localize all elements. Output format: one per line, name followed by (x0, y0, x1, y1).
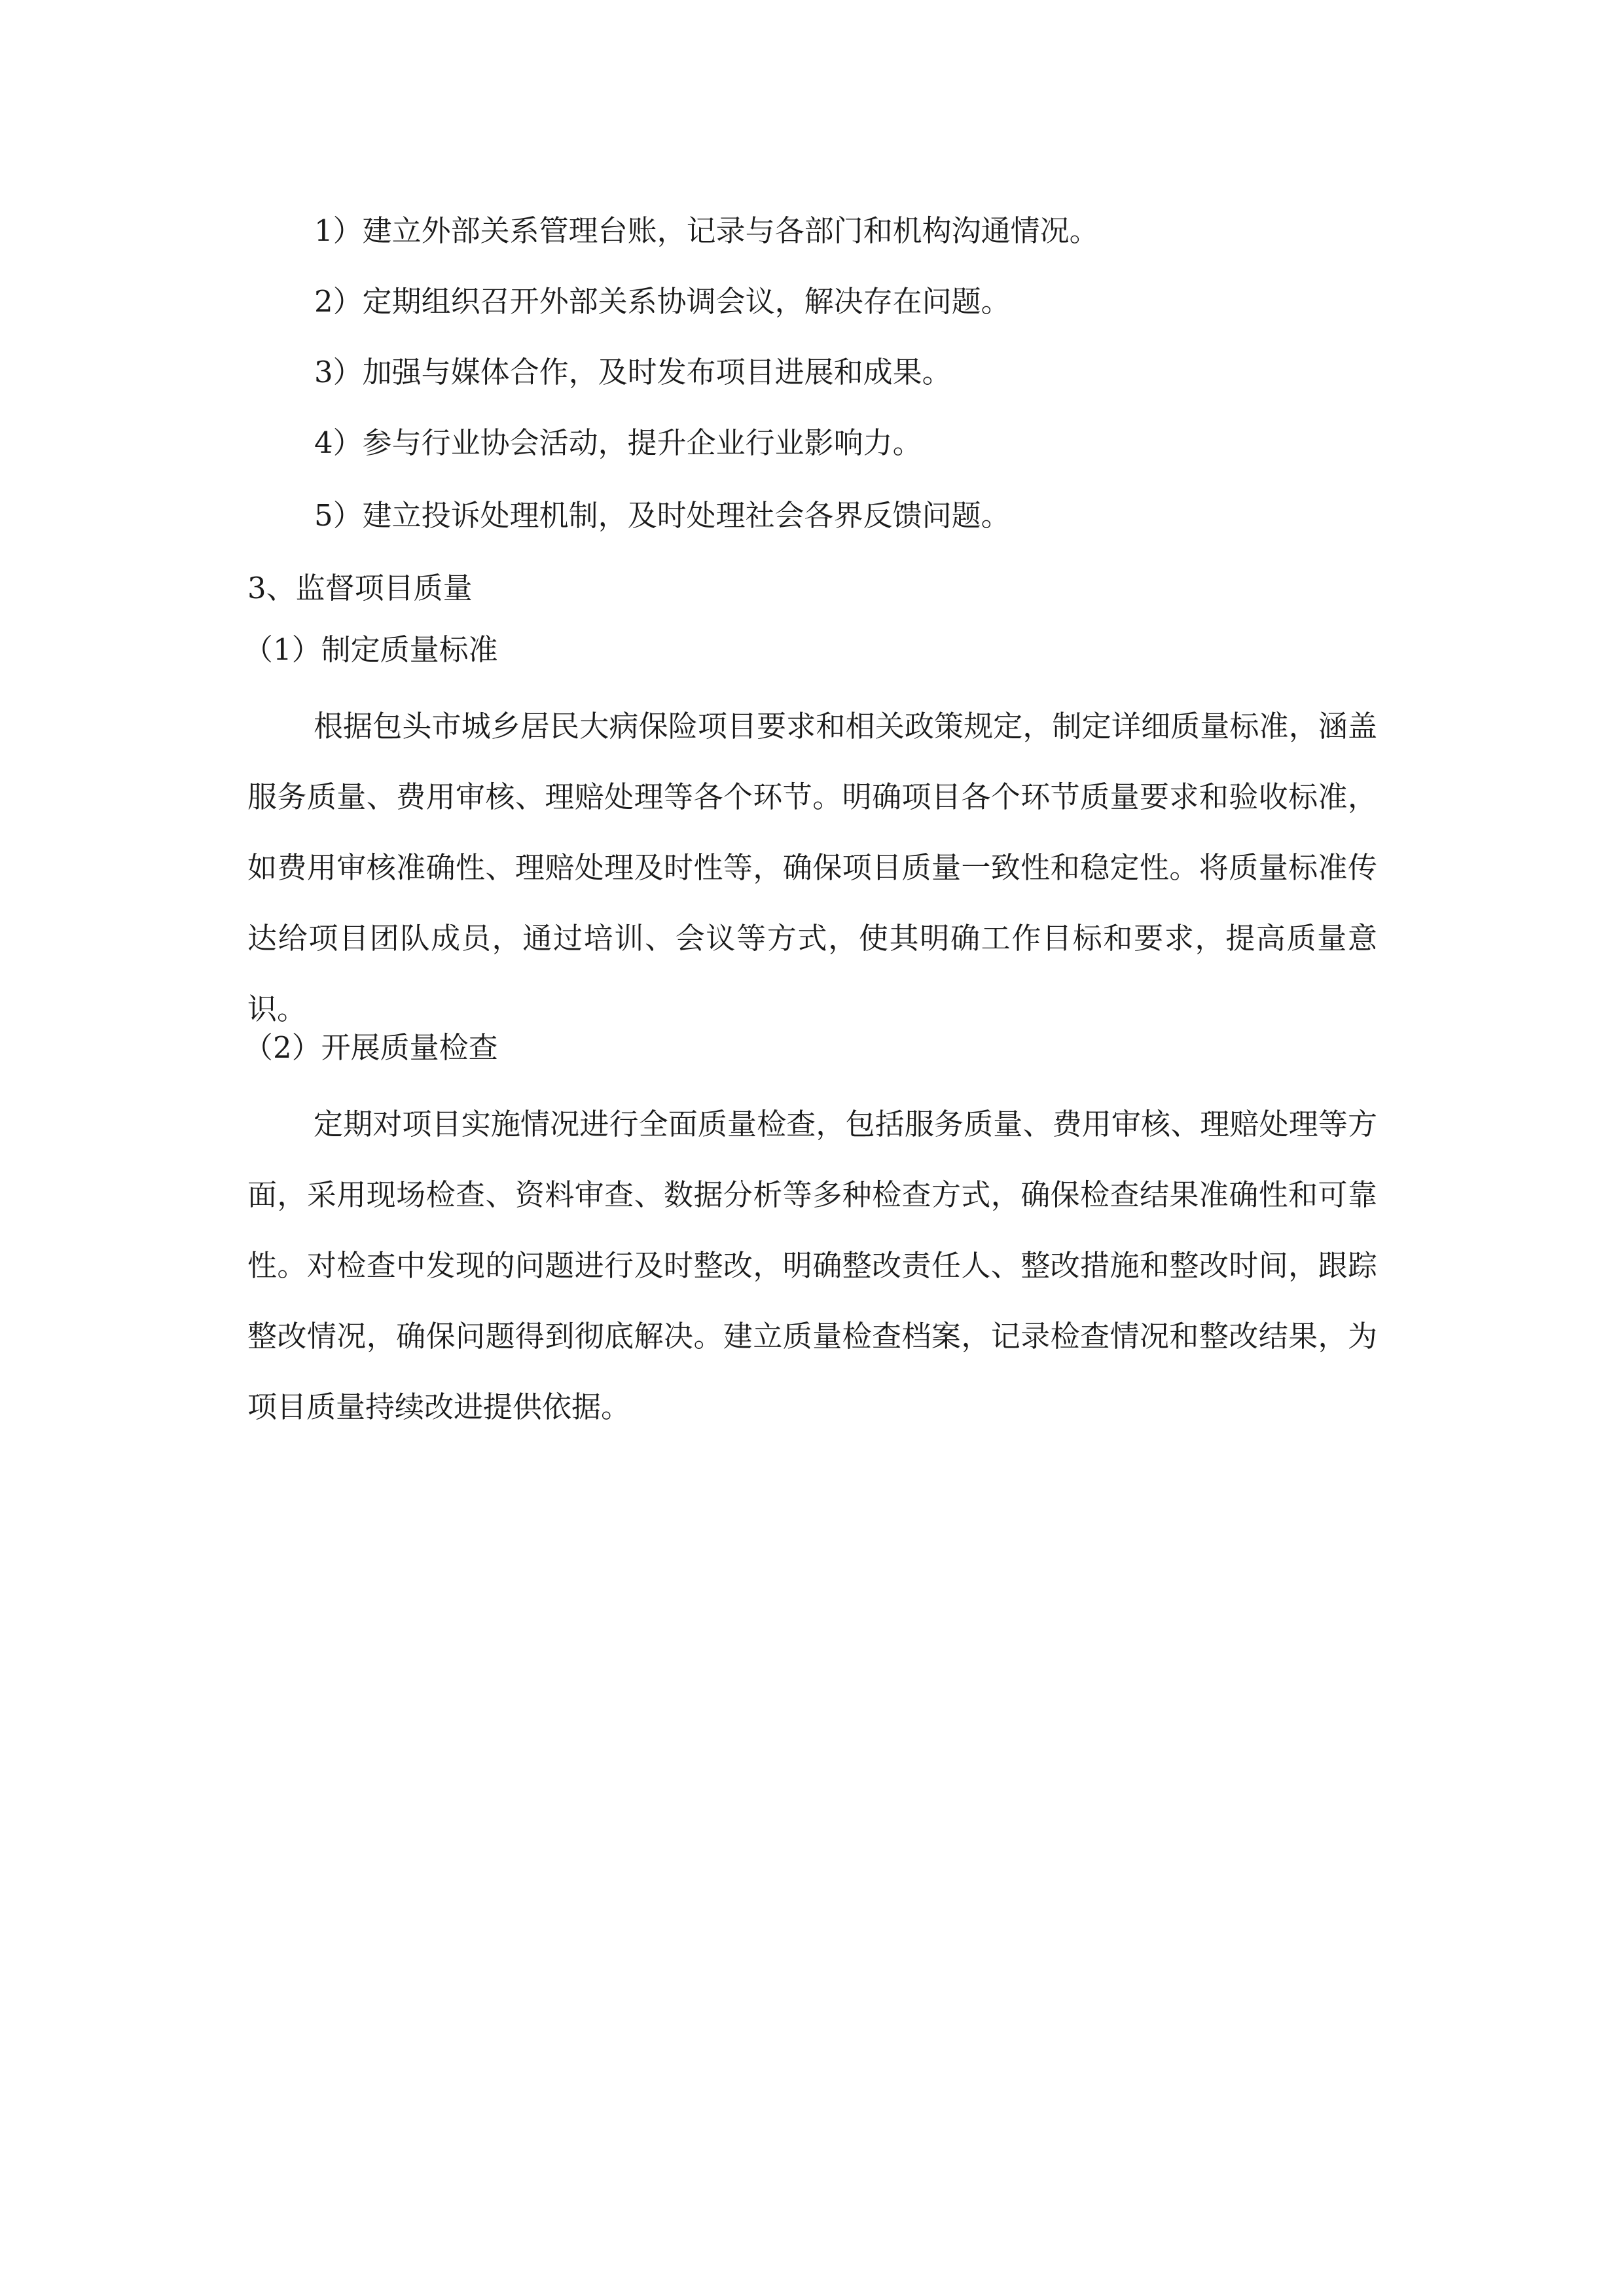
paragraph-quality-inspection: 定期对项目实施情况进行全面质量检查，包括服务质量、费用审核、理赔处理等方面，采用现场检查、资料审查、数据分析等多种检查方式，确保检查结果准确性和可靠性。对检查中发现的问题进行及时整改，明确整改责任人、整改措施和整改时间，跟踪整改情况，确保问题得到彻底解决。建立质量检查档案，记录检查情况和整改结果，为项目质量持续改进提供依据。 (247, 1107, 1377, 1424)
list-item-4: 4）参与行业协会活动，提升企业行业影响力。 (314, 425, 922, 460)
subsection-title-1: （1）制定质量标准 (244, 632, 498, 667)
list-item-3: 3）加强与媒体合作，及时发布项目进展和成果。 (314, 355, 952, 389)
list-item-2: 2）定期组织召开外部关系协调会议，解决存在问题。 (314, 284, 1011, 319)
subsection-title-2: （2）开展质量检查 (244, 1030, 498, 1065)
list-item-1: 1）建立外部关系管理台账，记录与各部门和机构沟通情况。 (314, 213, 1099, 248)
list-item-5: 5）建立投诉处理机制，及时处理社会各界反馈问题。 (314, 498, 1011, 533)
paragraph-quality-standards: 根据包头市城乡居民大病保险项目要求和相关政策规定，制定详细质量标准，涵盖服务质量、费用审核、理赔处理等各个环节。明确项目各个环节质量要求和验收标准，如费用审核准确性、理赔处理及时性等，确保项目质量一致性和稳定性。将质量标准传达给项目团队成员，通过培训、会议等方式，使其明确工作目标和要求，提高质量意识。 (247, 709, 1377, 1026)
section-heading: 3、监督项目质量 (247, 571, 473, 605)
